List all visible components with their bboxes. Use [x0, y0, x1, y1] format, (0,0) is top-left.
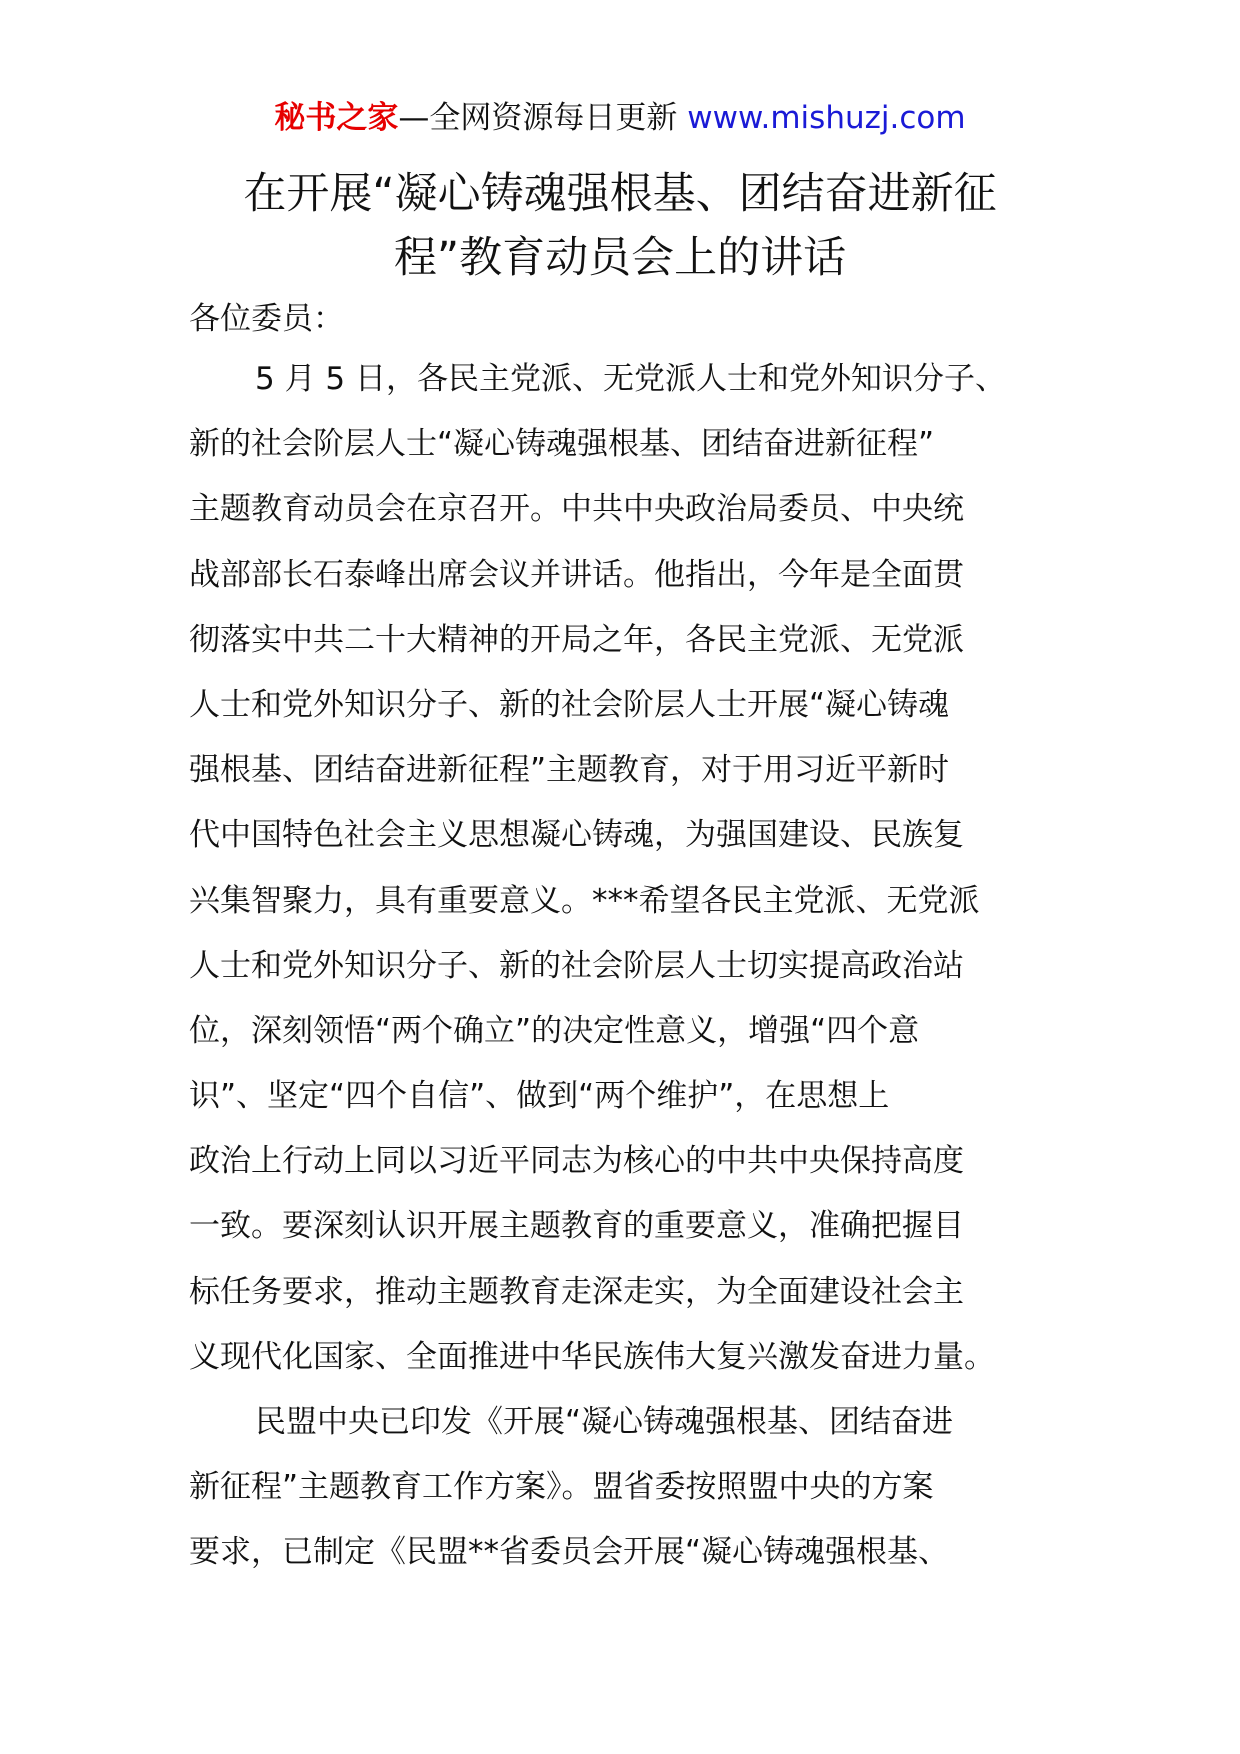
site-url-link[interactable]: www.mishuzj.com [687, 100, 966, 136]
document-body [189, 359, 1089, 1598]
header-slogan: —全网资源每日更新 [398, 100, 688, 136]
brand-name: 秘书之家 [274, 100, 399, 136]
body-line: 识”、坚定“四个自信”、做到“两个维护”，在思想上 [189, 1078, 890, 1115]
body-line: 人士和党外知识分子、新的社会阶层人士开展“凝心铸魂 [189, 686, 950, 723]
body-line: 新的社会阶层人士“凝心铸魂强根基、团结奋进新征程” [189, 426, 935, 463]
body-line: 主题教育动员会在京召开。中共中央政治局委员、中央统 [189, 491, 964, 528]
body-line: 5 月 5 日，各民主党派、无党派人士和党外知识分子、 [255, 361, 1007, 397]
title-line-2: 程”教育动员会上的讲话 [393, 233, 847, 283]
body-line: 政治上行动上同以习近平同志为核心的中共中央保持高度 [189, 1143, 964, 1180]
body-line: 彻落实中共二十大精神的开局之年，各民主党派、无党派 [189, 621, 964, 658]
body-line: 兴集智聚力，具有重要意义。***希望各民主党派、无党派 [189, 882, 980, 919]
body-line: 民盟中央已印发《开展“凝心铸魂强根基、团结奋进 [255, 1404, 954, 1440]
body-line: 人士和党外知识分子、新的社会阶层人士切实提高政治站 [189, 947, 964, 984]
body-line: 战部部长石泰峰出席会议并讲话。他指出，今年是全面贯 [189, 556, 964, 593]
body-line: 强根基、团结奋进新征程”主题教育，对于用习近平新时 [189, 752, 950, 789]
body-line: 标任务要求，推动主题教育走深走实，为全面建设社会主 [189, 1273, 964, 1310]
site-header [0, 98, 1240, 138]
document-title [150, 162, 1090, 290]
body-line: 义现代化国家、全面推进中华民族伟大复兴激发奋进力量。 [189, 1338, 995, 1375]
title-line-1: 在开展“凝心铸魂强根基、团结奋进新征 [243, 169, 997, 219]
body-line: 一致。要深刻认识开展主题教育的重要意义，准确把握目 [189, 1208, 964, 1245]
salutation: 各位委员： [189, 301, 344, 337]
body-line: 位，深刻领悟“两个确立”的决定性意义，增强“四个意 [189, 1012, 920, 1049]
body-line: 要求，已制定《民盟**省委员会开展“凝心铸魂强根基、 [189, 1534, 950, 1571]
body-line: 新征程”主题教育工作方案》。盟省委按照盟中央的方案 [189, 1469, 934, 1506]
body-line: 代中国特色社会主义思想凝心铸魂，为强国建设、民族复 [189, 817, 964, 854]
